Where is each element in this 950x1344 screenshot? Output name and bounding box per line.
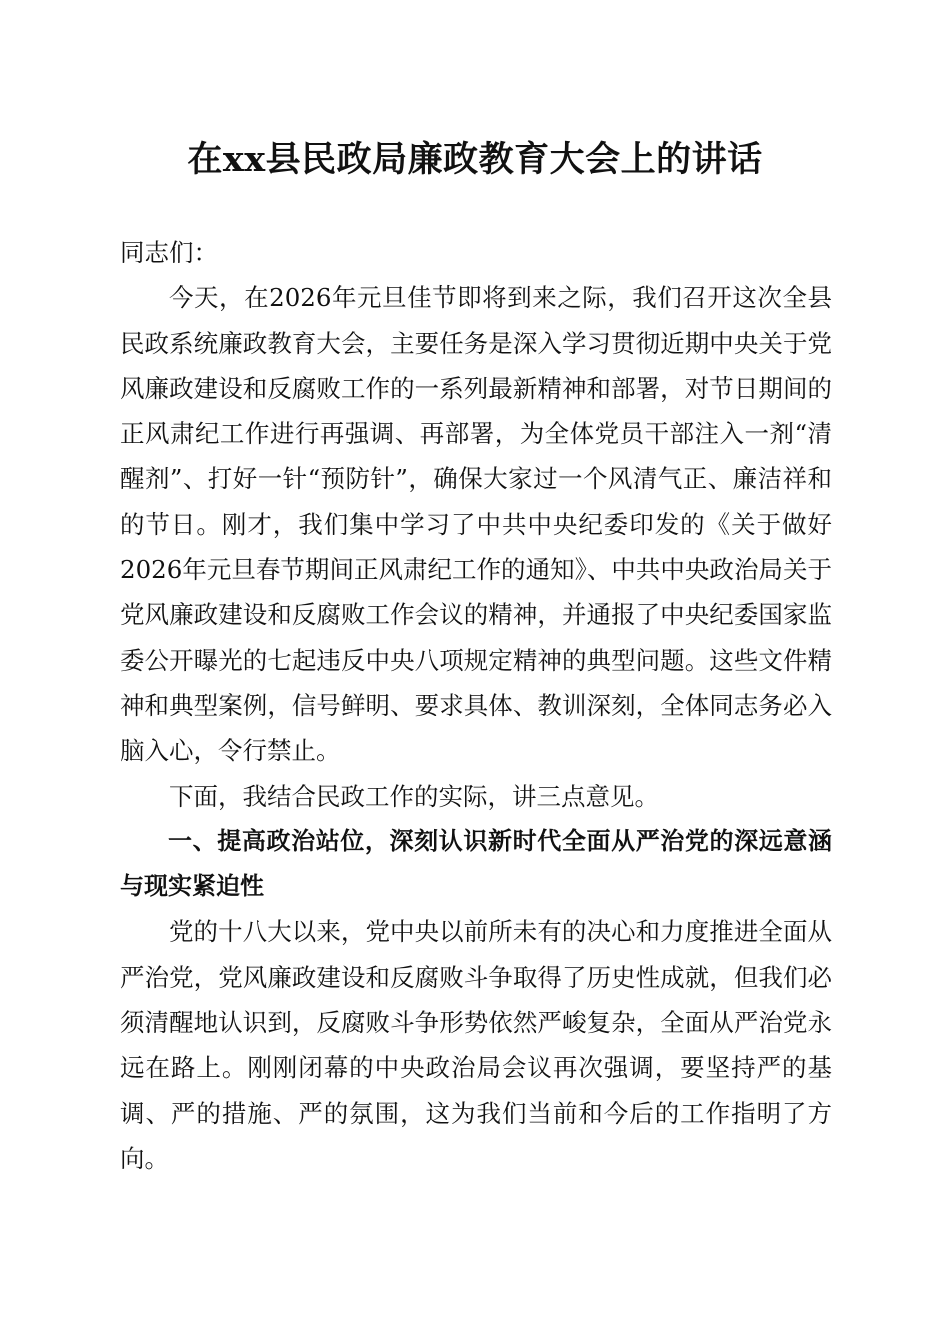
section-heading-1: 一、提高政治站位，深刻认识新时代全面从严治党的深远意涵与现实紧迫性 [120, 826, 832, 901]
document-body [120, 230, 832, 1181]
body-paragraph-1: 今天，在2026年元旦佳节即将到来之际，我们召开这次全县民政系统廉政教育大会，主要任务是深入学习贯彻近期中央关于党风廉政建设和反腐败工作的一系列最新精神和部署，对节日期间的正风肃纪工作进行再强调、再部署，为全体党员干部注入一剂“清醒剂”、打好一针“预防针”，确保大家过一个风清气正、廉洁祥和的节日。刚才，我们集中学习了中共中央纪委印发的《关于做好2026年元旦春节期间正风肃纪工作的通知》、中共中央政治局关于党风廉政建设和反腐败工作会议的精神，并通报了中央纪委国家监委公开曝光的七起违反中央八项规定精神的典型问题。这些文件精神和典型案例，信号鲜明、要求具体、教训深刻，全体同志务必入脑入心，令行禁止。 [120, 283, 832, 766]
document-title: 在xx县民政局廉政教育大会上的讲话 [187, 139, 763, 180]
body-paragraph-2: 下面，我结合民政工作的实际，讲三点意见。 [169, 781, 659, 811]
salutation: 同志们： [120, 238, 218, 267]
section-paragraph-1: 党的十八大以来，党中央以前所未有的决心和力度推进全面从严治党，党风廉政建设和反腐败斗争取得了历史性成就，但我们必须清醒地认识到，反腐败斗争形势依然严峻复杂，全面从严治党永远在路上。刚刚闭幕的中央政治局会议再次强调，要坚持严的基调、严的措施、严的氛围，这为我们当前和今后的工作指明了方向。 [120, 917, 832, 1173]
